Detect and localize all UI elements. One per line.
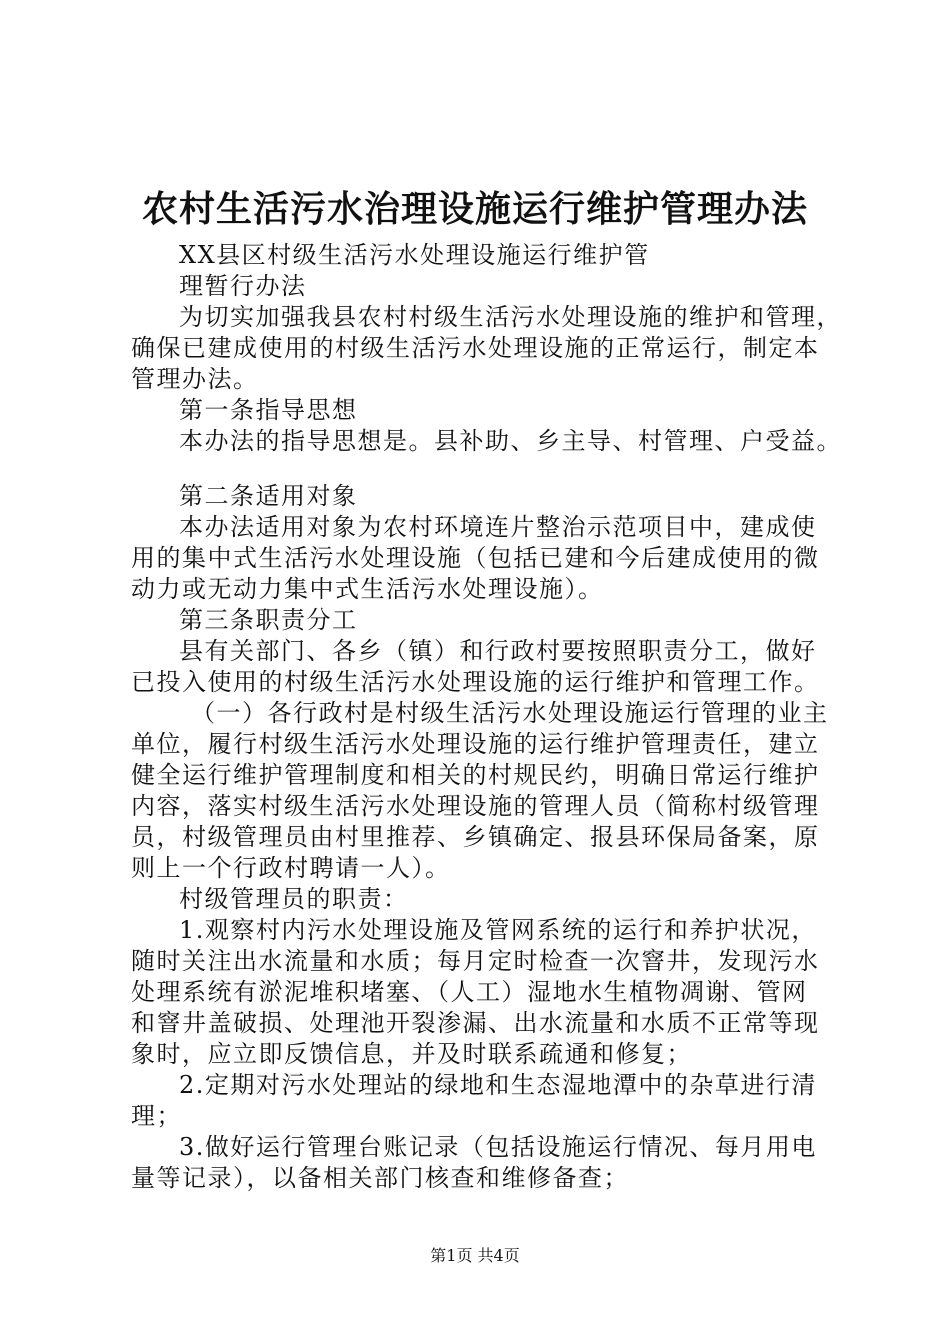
text-line: 处理系统有淤泥堆积堵塞、（人工）湿地水生植物凋谢、管网 <box>131 978 808 1006</box>
page-footer: 第1页 共4页 <box>430 1246 520 1265</box>
text-line: 用的集中式生活污水处理设施（包括已建和今后建成使用的微 <box>131 544 820 572</box>
document-title: 农村生活污水治理设施运行维护管理办法 <box>141 188 808 230</box>
text-line: 本办法的指导思想是。县补助、乡主导、村管理、户受益。 <box>179 427 842 455</box>
text-line: 确保已建成使用的村级生活污水处理设施的正常运行，制定本 <box>131 334 820 362</box>
text-line: （一）各行政村是村级生活污水处理设施运行管理的业主 <box>191 699 829 727</box>
text-line: 已投入使用的村级生活污水处理设施的运行维护和管理工作。 <box>131 668 820 696</box>
text-line: 单位，履行村级生活污水处理设施的运行维护管理责任，建立 <box>131 730 820 758</box>
text-line: 3.做好运行管理台账记录（包括设施运行情况、每月用电 <box>179 1133 817 1161</box>
text-line: 村级管理员的职责： <box>179 885 409 913</box>
section-heading: 第二条适用对象 <box>179 482 358 510</box>
text-line: 管理办法。 <box>131 365 259 393</box>
text-line: 2.定期对污水处理站的绿地和生态湿地潭中的杂草进行清 <box>179 1071 817 1099</box>
section-heading: 第三条职责分工 <box>179 606 358 634</box>
text-line: 为切实加强我县农村村级生活污水处理设施的维护和管理， <box>179 303 842 331</box>
text-line: 员，村级管理员由村里推荐、乡镇确定、报县环保局备案，原 <box>131 823 820 851</box>
text-line: 1.观察村内污水处理设施及管网系统的运行和养护状况， <box>179 916 817 944</box>
text-line: 本办法适用对象为农村环境连片整治示范项目中，建成使 <box>179 513 817 541</box>
text-line: 量等记录），以备相关部门核查和维修备查； <box>131 1164 629 1192</box>
text-line: 象时，应立即反馈信息，并及时联系疏通和修复； <box>131 1040 692 1068</box>
text-line: 动力或无动力集中式生活污水处理设施）。 <box>131 575 604 603</box>
section-heading: 第一条指导思想 <box>179 396 358 424</box>
text-line: 和窨井盖破损、处理池开裂渗漏、出水流量和水质不正常等现 <box>131 1009 820 1037</box>
text-line: 随时关注出水流量和水质；每月定时检查一次窨井，发现污水 <box>131 947 820 975</box>
text-line: XX县区村级生活污水处理设施运行维护管 <box>179 241 650 269</box>
text-line: 理暂行办法 <box>179 272 307 300</box>
text-line: 县有关部门、各乡（镇）和行政村要按照职责分工，做好 <box>179 637 817 665</box>
document-body <box>131 240 861 1194</box>
text-line: 健全运行维护管理制度和相关的村规民约，明确日常运行维护 <box>131 761 820 789</box>
text-line: 内容，落实村级生活污水处理设施的管理人员（简称村级管理 <box>131 792 820 820</box>
text-line: 理； <box>131 1102 182 1130</box>
text-line: 则上一个行政村聘请一人）。 <box>131 854 451 882</box>
